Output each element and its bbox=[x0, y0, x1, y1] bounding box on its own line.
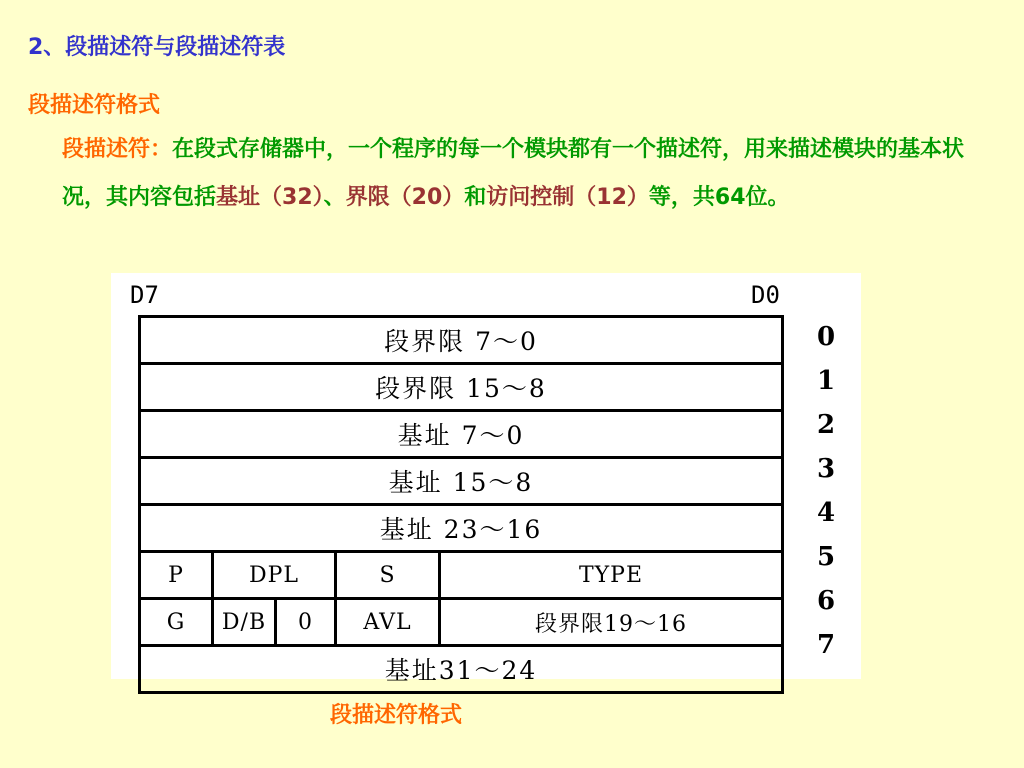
and-text: 和 bbox=[464, 184, 487, 210]
separator-text: 、 bbox=[323, 184, 346, 210]
figure-caption: 段描述符格式 bbox=[330, 703, 463, 728]
byte-index: 7 bbox=[816, 630, 836, 660]
table-cell: 段界限 7～0 bbox=[140, 317, 783, 364]
table-cell: S bbox=[336, 552, 440, 599]
base-highlight: 基址（32） bbox=[216, 184, 324, 210]
paragraph-end-text: 等，共64位。 bbox=[648, 184, 790, 210]
table-cell: 基址 23～16 bbox=[140, 505, 783, 552]
table-cell: D/B bbox=[213, 599, 276, 646]
page-title: 2、段描述符与段描述符表 bbox=[28, 35, 286, 60]
paragraph-text: 在段式存储器中，一个程序的每一个模块都有一个描述符，用来描述模块的基本状况，其内容包括 bbox=[62, 137, 965, 210]
table-row bbox=[140, 599, 783, 646]
table-cell: 0 bbox=[276, 599, 336, 646]
section-title: 段描述符格式 bbox=[28, 93, 161, 118]
table-row bbox=[140, 458, 783, 505]
table-row bbox=[140, 364, 783, 411]
byte-index: 5 bbox=[816, 542, 836, 572]
bit-high-label: D7 bbox=[130, 281, 159, 309]
table-cell: TYPE bbox=[440, 552, 783, 599]
table-row bbox=[140, 411, 783, 458]
byte-index: 2 bbox=[816, 410, 836, 440]
table-cell: 段界限 15～8 bbox=[140, 364, 783, 411]
byte-index-column bbox=[811, 315, 841, 667]
table-cell: 基址 7～0 bbox=[140, 411, 783, 458]
table-row bbox=[140, 505, 783, 552]
table-cell: G bbox=[140, 599, 213, 646]
byte-index: 3 bbox=[816, 454, 836, 484]
access-highlight: 访问控制（12） bbox=[486, 184, 649, 210]
byte-index: 0 bbox=[816, 322, 836, 352]
bit-low-label: D0 bbox=[751, 281, 780, 309]
descriptor-format-figure bbox=[111, 273, 861, 685]
table-cell: 基址 15～8 bbox=[140, 458, 783, 505]
table-row bbox=[140, 317, 783, 364]
table-cell: 基址31～24 bbox=[140, 646, 783, 693]
description-paragraph bbox=[62, 126, 992, 221]
table-row bbox=[140, 646, 783, 693]
table-cell: 段界限19～16 bbox=[440, 599, 783, 646]
table-row bbox=[140, 552, 783, 599]
table-cell: AVL bbox=[336, 599, 440, 646]
byte-index: 4 bbox=[816, 498, 836, 528]
table-cell: DPL bbox=[213, 552, 336, 599]
term-label: 段描述符： bbox=[62, 137, 173, 162]
table-cell: P bbox=[140, 552, 213, 599]
byte-index: 6 bbox=[816, 586, 836, 616]
byte-index: 1 bbox=[816, 366, 836, 396]
limit-highlight: 界限（20） bbox=[345, 184, 465, 210]
descriptor-table bbox=[138, 315, 784, 694]
